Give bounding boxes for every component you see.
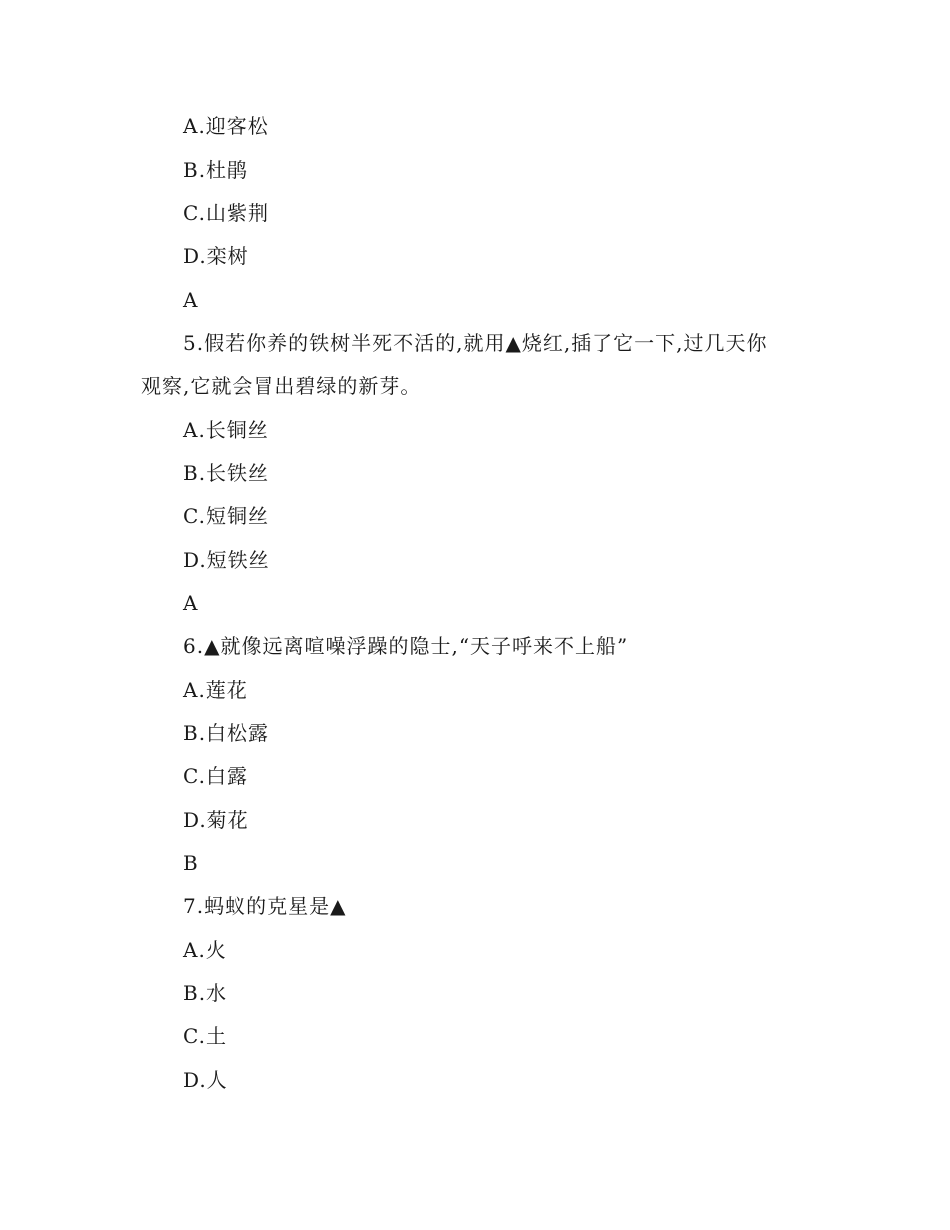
q6-answer: B [183, 851, 199, 875]
q7-option-b: B.水 [183, 981, 228, 1005]
q7-stem: 7.蚂蚁的克星是▲ [183, 894, 347, 918]
q4-option-c: C.山紫荆 [183, 201, 269, 225]
q5-option-c: C.短铜丝 [183, 504, 269, 528]
q5-stem-line-1: 5.假若你养的铁树半死不活的,就用▲烧红,插了它一下,过几天你 [183, 331, 768, 355]
q7-option-a: A.火 [183, 938, 227, 962]
q5-option-a: A.长铜丝 [183, 418, 269, 442]
q6-stem: 6.▲就像远离喧噪浮躁的隐士,“天子呼来不上船” [183, 634, 629, 658]
q6-option-b: B.白松露 [183, 721, 270, 745]
q4-option-b: B.杜鹃 [183, 158, 249, 182]
q4-option-d: D.栾树 [183, 244, 249, 268]
q6-option-a: A.莲花 [183, 678, 248, 702]
q5-option-d: D.短铁丝 [183, 548, 270, 572]
q7-option-d: D.人 [183, 1068, 228, 1092]
q5-answer: A [183, 591, 199, 615]
q5-option-b: B.长铁丝 [183, 461, 270, 485]
q4-option-a: A.迎客松 [183, 114, 269, 138]
q5-stem-line-2: 观察,它就会冒出碧绿的新芽。 [141, 374, 422, 398]
q7-option-c: C.土 [183, 1024, 227, 1048]
q6-option-d: D.菊花 [183, 808, 249, 832]
q6-option-c: C.白露 [183, 764, 248, 788]
q4-answer: A [183, 288, 199, 312]
